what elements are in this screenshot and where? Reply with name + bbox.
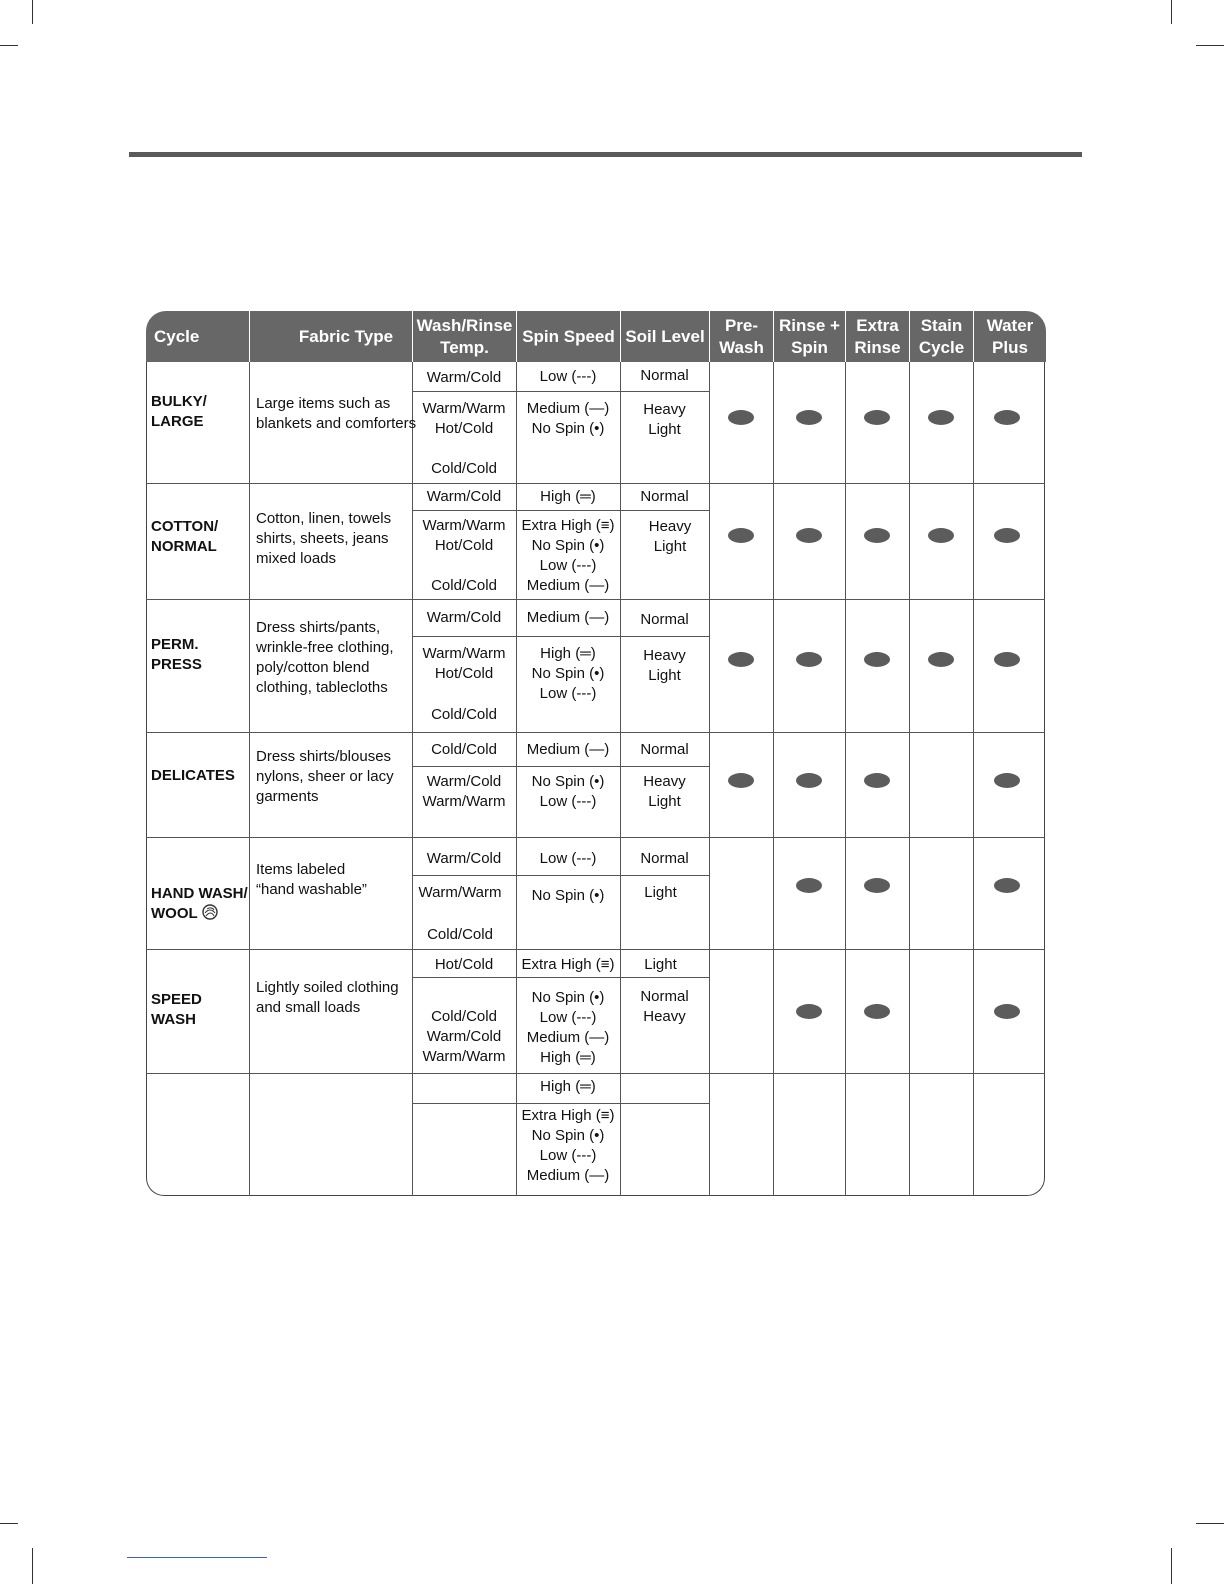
header-temp: Wash/Rinse Temp. [412,311,516,362]
column-divider [973,362,974,1196]
rinse-spin-dot [796,773,822,788]
temp-extra: Cold/Cold [431,577,497,594]
header-soil-level: Soil Level [620,311,709,362]
spin-options: Medium (—) No Spin (•) [526,400,610,437]
section-divider [129,152,1082,157]
table-header [146,311,1046,362]
crop-mark [1171,1548,1172,1584]
temp-default: Cold/Cold [431,741,497,758]
rinse-spin-dot [796,652,822,667]
temp-extra: Cold/Cold [431,460,497,477]
fabric-type: Items labeled “hand washable” [256,861,367,898]
subrow-divider [412,977,709,978]
cycle-name: DELICATES [151,767,235,784]
temp-extra: Cold/Cold [431,706,497,723]
fabric-type: Dress shirts/blouses nylons, sheer or lacy garments [256,748,394,805]
header-spin-speed: Spin Speed [516,311,620,362]
rinse-spin-dot [796,410,822,425]
temp-default: Hot/Cold [434,956,494,973]
spin-default: Low (---) [539,850,597,867]
header-fabric-type: Fabric Type [249,311,412,362]
soil-default: Normal [640,367,689,384]
header-pre-wash: Pre- Wash [709,311,773,362]
column-divider [909,362,910,1196]
row-divider [146,483,1045,484]
row-divider [146,949,1045,950]
water-plus-dot [994,652,1020,667]
soil-options: Normal Heavy [640,988,689,1025]
fabric-type: Large items such as blankets and comforters [256,395,417,432]
soil-options: Light [644,884,677,901]
water-plus-dot [994,528,1020,543]
header-stain-cycle: Stain Cycle [909,311,973,362]
cycle-name: BULKY/ LARGE [151,393,207,430]
subrow-divider [412,1103,709,1104]
column-divider [845,362,846,1196]
header-cycle: Cycle [154,326,200,346]
temp-extra: Cold/Cold [427,926,493,943]
subrow-divider [412,391,709,392]
soil-options: Heavy Light [643,773,686,810]
row-divider [146,732,1045,733]
soil-options: Heavy Light [643,647,686,684]
fabric-type: Dress shirts/pants, wrinkle-free clothing, poly/cotton blend clothing, tablecloths [256,619,394,696]
crop-mark [1196,1523,1224,1524]
spin-default: High (═) [540,1078,596,1095]
header-rinse-spin: Rinse + Spin [773,311,845,362]
subrow-divider [412,636,709,637]
temp-default: Warm/Cold [426,609,502,626]
row-divider [146,837,1045,838]
stain-cycle-dot [928,528,954,543]
extra-rinse-dot [864,410,890,425]
temp-default: Warm/Cold [426,488,502,505]
spin-default: Low (---) [539,368,597,385]
temp-options: Warm/Cold Warm/Warm [422,773,506,810]
spin-default: Medium (—) [526,609,610,626]
extra-rinse-dot [864,652,890,667]
soil-default: Normal [640,850,689,867]
soil-default: Normal [640,741,689,758]
cycle-name [151,864,248,924]
cycle-name: SPEED WASH [151,991,202,1028]
soil-default: Light [644,956,677,973]
subrow-divider [412,510,709,511]
temp-options: Warm/Warm Hot/Cold [422,517,506,554]
spin-default: Extra High (≡) [521,956,615,973]
row-divider [146,599,1045,600]
spin-options: Extra High (≡) No Spin (•) Low (---) Medium (—) [521,517,615,594]
header-extra-rinse: Extra Rinse [845,311,909,362]
extra-rinse-dot [864,528,890,543]
rinse-spin-dot [796,1004,822,1019]
fabric-type: Lightly soiled clothing and small loads [256,979,399,1016]
subrow-divider [412,766,709,767]
water-plus-dot [994,773,1020,788]
pre-wash-dot [728,528,754,543]
soil-default: Normal [640,611,689,628]
temp-default: Warm/Cold [426,369,502,386]
pre-wash-dot [728,773,754,788]
crop-mark [0,45,18,46]
spin-options: No Spin (•) [531,887,605,904]
pre-wash-dot [728,410,754,425]
soil-options: Heavy Light [648,518,692,555]
subrow-divider [412,875,709,876]
pre-wash-dot [728,652,754,667]
temp-options: Warm/Warm Hot/Cold [422,400,506,437]
wool-yarn-icon [202,904,218,920]
spin-options: Extra High (≡) No Spin (•) Low (---) Medium (—) [521,1107,615,1184]
water-plus-dot [994,878,1020,893]
column-divider [773,362,774,1196]
temp-options: Warm/Warm Hot/Cold [422,645,506,682]
soil-default: Normal [640,488,689,505]
spin-options: High (═) No Spin (•) Low (---) [531,645,605,702]
water-plus-dot [994,1004,1020,1019]
spin-default: High (═) [540,488,596,505]
water-plus-dot [994,410,1020,425]
spin-default: Medium (—) [526,741,610,758]
crop-mark [32,0,33,24]
row-divider [146,1073,1045,1074]
crop-mark [0,1523,18,1524]
cycle-name-text: HAND WASH/ WOOL [151,885,248,922]
cycle-name: COTTON/ NORMAL [151,518,219,555]
crop-mark [1196,45,1224,46]
temp-default: Warm/Cold [426,850,502,867]
column-divider [249,362,250,1196]
fabric-type: Cotton, linen, towels shirts, sheets, jeans mixed loads [256,510,392,567]
crop-mark [32,1548,33,1584]
stain-cycle-dot [928,410,954,425]
extra-rinse-dot [864,773,890,788]
extra-rinse-dot [864,878,890,893]
rinse-spin-dot [796,878,822,893]
stain-cycle-dot [928,652,954,667]
temp-options: Cold/Cold Warm/Cold Warm/Warm [422,1008,506,1065]
footer-rule [127,1557,267,1558]
header-water-plus: Water Plus [973,311,1046,362]
temp-options: Warm/Warm [418,884,502,901]
crop-mark [1171,0,1172,24]
extra-rinse-dot [864,1004,890,1019]
cycle-name: PERM. PRESS [151,636,202,673]
rinse-spin-dot [796,528,822,543]
spin-options: No Spin (•) Low (---) Medium (—) High (═) [526,989,610,1066]
spin-options: No Spin (•) Low (---) [531,773,605,810]
soil-options: Heavy Light [643,401,686,438]
column-divider [709,362,710,1196]
